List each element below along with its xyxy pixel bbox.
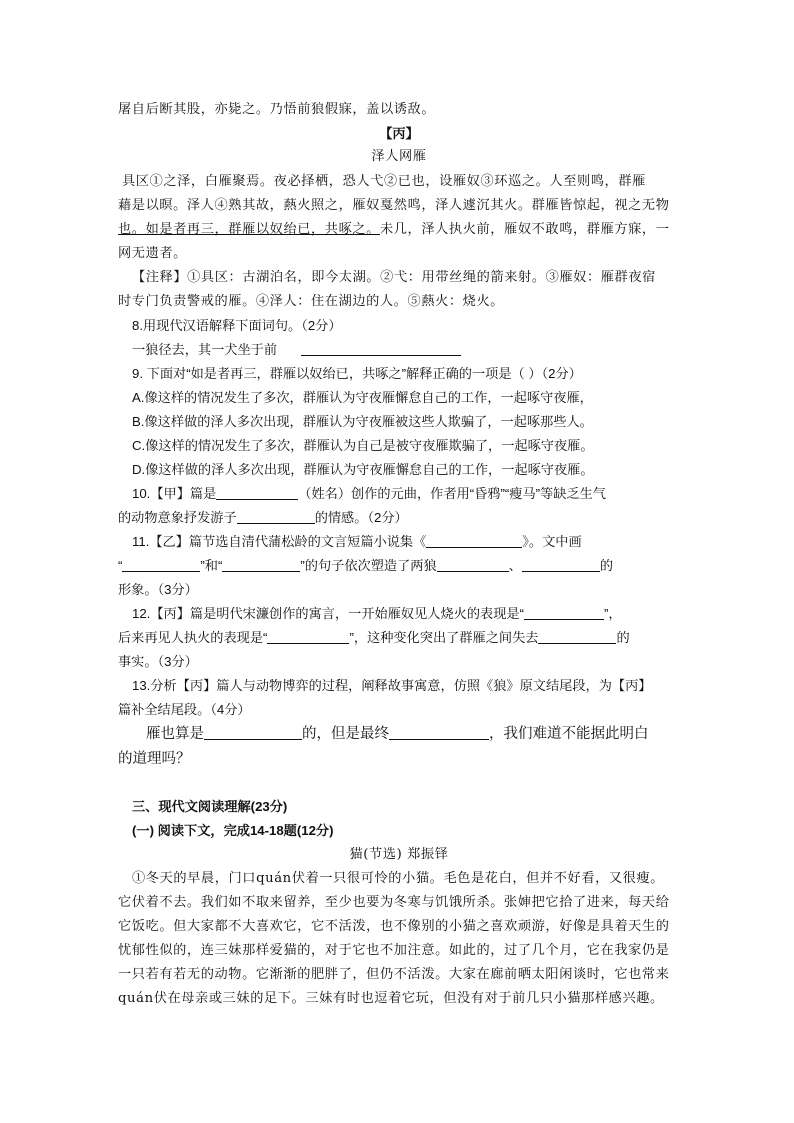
question-10-line-2 (118, 508, 408, 528)
question-9: 9. 下面对“如是者再三，群雁以奴绐已，共啄之”解释正确的一项是（ ）（2分） (132, 366, 582, 381)
question-10-text: 的情感。（2分） (314, 510, 408, 525)
annotation-line-2: 时专门负责警戒的雁。④泽人：住在湖边的人。⑤爇火：烧火。 (118, 294, 505, 309)
passage-c-line-2: 藉是以暝。泽人④熟其故，爇火照之，雁奴戛然鸣，泽人遽沉其火。群雁皆惊起，视之无物 (118, 198, 670, 213)
answer-blank[interactable] (301, 341, 461, 356)
essay-line-5: 一只若有若无的动物。它渐渐的肥胖了，但仍不活泼。大家在廊前晒太阳闲谈时，它也常来 (118, 967, 670, 982)
passage-c-line-4: 网无遗者。 (118, 246, 187, 261)
answer-blank[interactable] (426, 533, 522, 548)
answer-blank[interactable] (538, 629, 616, 644)
essay-line-4: 忧郁性似的，连三妹那样爱猫的，对于它也不加注意。如此的，过了几个月，它在我家仍是 (118, 943, 670, 958)
question-13-line-3 (146, 724, 649, 744)
question-10-text: 的动物意象抒发游子 (118, 510, 237, 525)
question-11-line-1 (132, 532, 582, 552)
essay-line-2: 它伏着不去。我们如不取来留养，至少也要为冬寒与饥饿所杀。张婶把它拾了进来，每天给 (118, 895, 670, 910)
answer-blank[interactable] (437, 557, 509, 572)
question-13-text: 的，但是最终 (302, 726, 389, 742)
answer-blank[interactable] (216, 485, 298, 500)
passage-b-tail: 屠自后断其股，亦毙之。乃悟前狼假寐，盖以诱敌。 (118, 102, 436, 117)
question-12-text: 后来再见人执火的表现是“ (118, 630, 268, 645)
question-13-text: 雁也算是 (146, 726, 204, 742)
question-12-text: 12.【丙】篇是明代宋濂创作的寓言，一开始雁奴见人烧火的表现是“ (132, 606, 524, 621)
answer-blank[interactable] (267, 629, 349, 644)
question-11-text: 、 (508, 558, 522, 573)
question-12-text: ”， (603, 606, 622, 621)
question-11-text: 11.【乙】篇节选自清代蒲松龄的文言短篇小说集《 (132, 534, 427, 549)
question-13-line-1: 13.分析【丙】篇人与动物博弈的过程，阐释故事寓意，仿照《狼》原文结尾段，为【丙】 (132, 678, 652, 693)
underlined-sentence: 也。如是者再三，群雁以奴绐已，共啄之。 (118, 222, 380, 237)
passage-c-line-3-rest: 未几，泽人执火前，雁奴不敢鸣，群雁方寐，一 (379, 222, 670, 237)
question-13-line-2: 篇补全结尾段。（4分） (118, 702, 251, 717)
passage-c-tag: 【丙】 (379, 126, 419, 141)
answer-blank[interactable] (204, 725, 302, 740)
question-10-text: （姓名）创作的元曲，作者用“昏鸦”“瘦马”等缺乏生气 (298, 486, 606, 501)
passage-c-line-3 (118, 220, 670, 240)
answer-blank[interactable] (122, 557, 200, 572)
subsection-heading: (一) 阅读下文，完成14-18题(12分) (132, 823, 334, 838)
answer-blank[interactable] (522, 557, 600, 572)
passage-c-title: 泽人网雁 (371, 149, 427, 164)
annotation-line-1: 【注释】①具区：古湖泊名，即今太湖。②弋：用带丝绳的箭来射。③雁奴：雁群夜宿 (132, 270, 656, 285)
section-heading: 三、现代文阅读理解(23分) (132, 799, 288, 814)
question-8-sub (132, 340, 461, 360)
question-11-text: ”的句子依次塑造了两狼 (300, 558, 437, 573)
passage-c-line-1: 具区①之泽，白雁聚焉。夜必择栖，恐人弋②已也，设雁奴③环巡之。人至则鸣，群雁 (122, 174, 646, 189)
question-11-text: 的 (599, 558, 614, 573)
option-d: D.像这样做的泽人多次出现，群雁认为守夜雁懈怠自己的工作，一起啄守夜雁。 (132, 462, 594, 477)
answer-blank[interactable] (237, 509, 315, 524)
essay-line-1: ①冬天的早晨，门口quán伏着一只很可怜的小猫。毛色是花白，但并不好看，又很瘦。 (132, 871, 665, 886)
answer-blank[interactable] (222, 557, 300, 572)
question-11-line-3: 形象。（3分） (118, 582, 198, 597)
option-c: C.像这样的情况发生了多次，群雁认为自己是被守夜雁欺骗了，一起啄守夜雁。 (132, 438, 594, 453)
option-b: B.像这样做的泽人多次出现，群雁认为守夜雁被这些人欺骗了，一起啄那些人。 (132, 414, 593, 429)
question-10-text: 10.【甲】篇是 (132, 486, 217, 501)
question-12-line-3: 事实。（3分） (118, 654, 198, 669)
essay-title: 猫(节选) 郑振铎 (349, 847, 449, 862)
question-8-sentence: 一狼径去，其一犬坐于前 (132, 342, 278, 357)
option-a: A.像这样的情况发生了多次，群雁认为守夜雁懈怠自己的工作，一起啄守夜雁， (132, 390, 593, 405)
question-8: 8.用现代汉语解释下面词句。（2分） (132, 318, 342, 333)
question-13-text: ，我们难道不能据此明白 (489, 726, 649, 742)
question-11-text: ”和“ (200, 558, 223, 573)
essay-line-3: 它饭吃。但大家都不大喜欢它，它不活泼，也不像别的小猫之喜欢顽游，好像是具着天生的 (118, 919, 670, 934)
question-11-text: 》。文中画 (522, 534, 582, 549)
question-10-line-1 (132, 484, 606, 504)
question-11-text: “ (118, 558, 123, 573)
question-13-line-4: 的道理吗？ (118, 751, 191, 767)
question-11-line-2 (118, 556, 613, 576)
question-12-text: ”，这种变化突出了群雁之间失去 (349, 630, 539, 645)
answer-blank[interactable] (389, 725, 489, 740)
essay-line-6: quán伏在母亲或三妹的足下。三妹有时也逗着它玩，但没有对于前几只小猫那样感兴趣。 (118, 991, 664, 1006)
question-12-text: 的 (616, 630, 630, 645)
answer-blank[interactable] (524, 605, 604, 620)
question-12-line-2 (118, 628, 630, 648)
question-12-line-1 (132, 604, 622, 624)
